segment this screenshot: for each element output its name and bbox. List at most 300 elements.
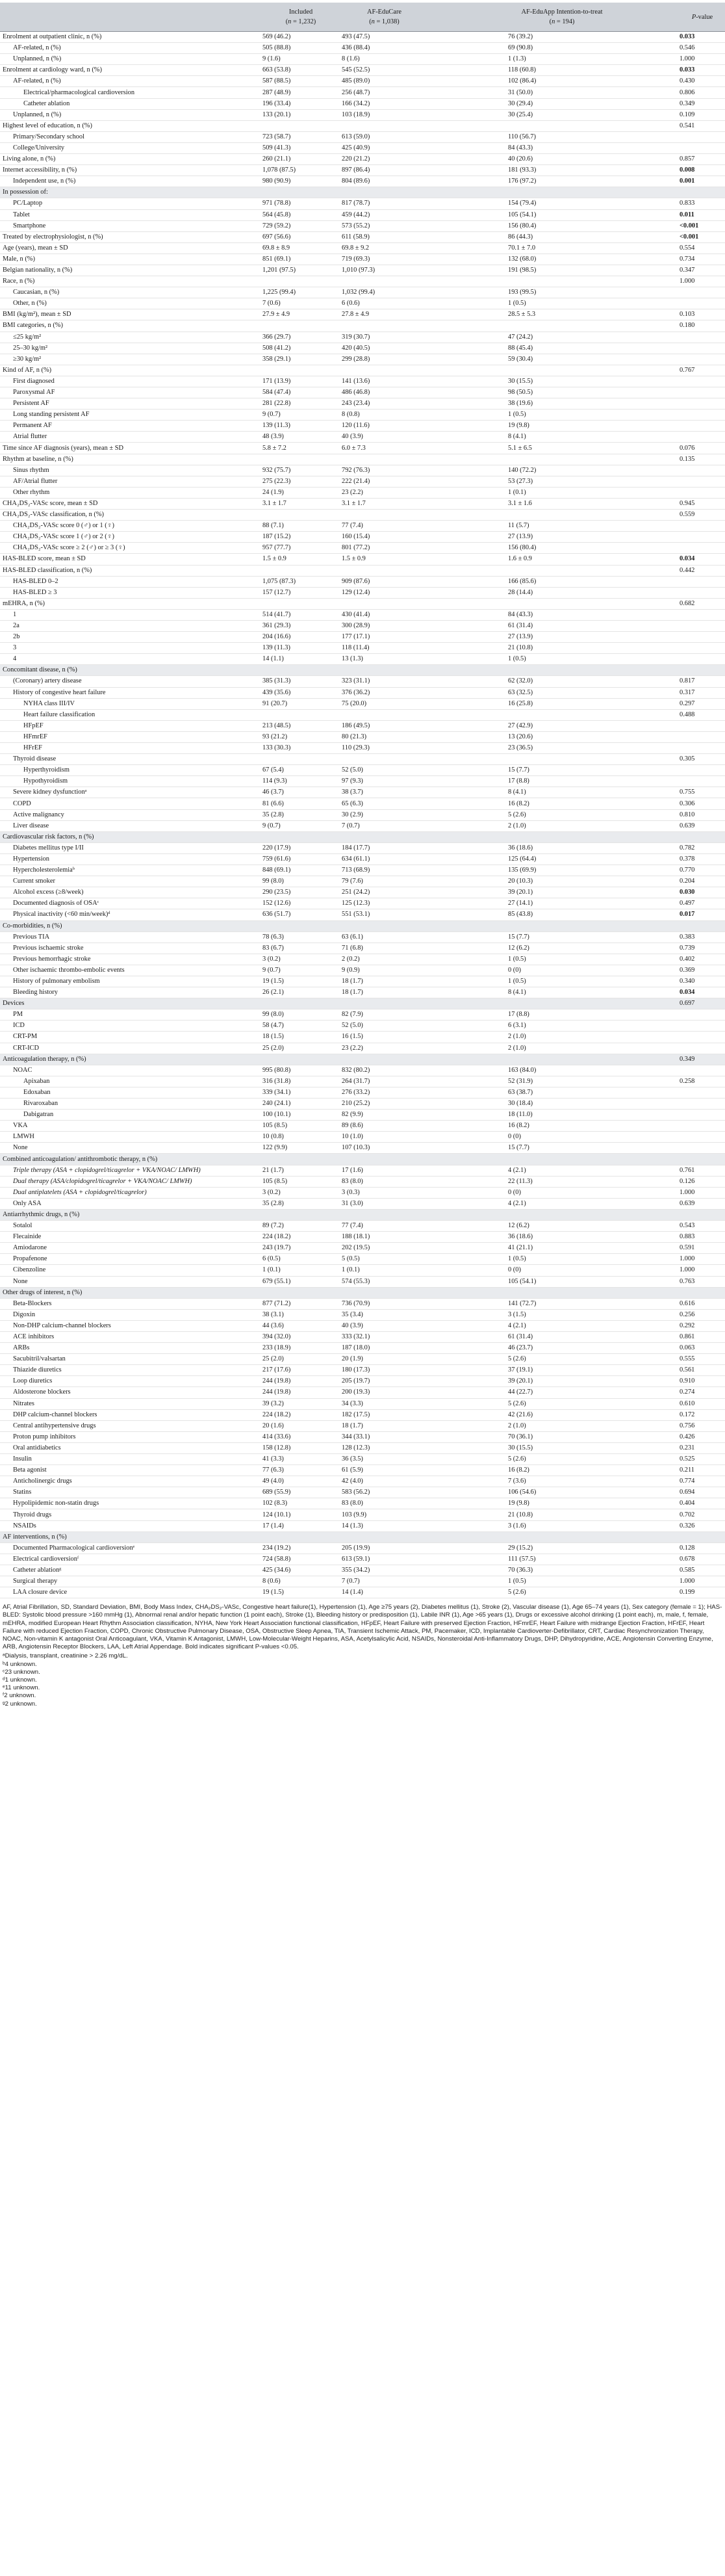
p-value-cell <box>680 398 725 410</box>
p-value-cell <box>680 1132 725 1143</box>
value-cell <box>616 1487 680 1498</box>
p-value-cell <box>680 1065 725 1076</box>
value-cell <box>260 920 342 931</box>
p-value-cell: 0.554 <box>680 242 725 254</box>
value-cell: 361 (29.3) <box>260 620 342 631</box>
row-label: Devices <box>0 998 260 1009</box>
value-cell <box>616 1110 680 1121</box>
value-cell: 5 (2.6) <box>508 809 616 820</box>
p-value-cell: 1.000 <box>680 276 725 287</box>
value-cell <box>616 987 680 998</box>
value-cell <box>508 565 616 576</box>
p-value-cell <box>680 421 725 432</box>
p-value-cell: 0.231 <box>680 1442 725 1453</box>
value-cell <box>616 1176 680 1187</box>
p-value-cell: 1.000 <box>680 54 725 65</box>
p-value-cell <box>680 776 725 787</box>
table-row <box>0 987 725 998</box>
row-label: Bleeding history <box>0 987 260 998</box>
value-cell <box>260 598 342 609</box>
row-label: HAS-BLED score, mean ± SD <box>0 554 260 565</box>
p-value-cell: 0.305 <box>680 754 725 765</box>
value-cell <box>508 187 616 198</box>
value-cell: 8 (0.6) <box>260 1576 342 1587</box>
p-value-cell: 0.833 <box>680 198 725 209</box>
p-value-cell: 0.030 <box>680 887 725 898</box>
table-row <box>0 1076 725 1087</box>
value-cell <box>427 487 508 498</box>
value-cell <box>260 831 342 842</box>
value-cell: 817 (78.7) <box>342 198 427 209</box>
value-cell <box>427 876 508 887</box>
value-cell: 29 (15.2) <box>508 1542 616 1554</box>
value-cell: 139 (11.3) <box>260 421 342 432</box>
value-cell <box>616 1365 680 1376</box>
value-cell: 184 (17.7) <box>342 842 427 853</box>
value-cell: 20 (1.6) <box>260 1420 342 1431</box>
value-cell <box>616 931 680 943</box>
value-cell <box>427 165 508 176</box>
value-cell: 70 (36.3) <box>508 1565 616 1576</box>
value-cell <box>427 1587 508 1598</box>
row-label: Propafenone <box>0 1254 260 1265</box>
value-cell: 425 (34.6) <box>260 1565 342 1576</box>
value-cell <box>427 731 508 742</box>
value-cell <box>427 1509 508 1520</box>
value-cell <box>427 909 508 920</box>
value-cell: 71 (6.8) <box>342 943 427 954</box>
p-value-cell: 0.326 <box>680 1520 725 1531</box>
footnote: ᵉ11 unknown. <box>3 1684 40 1692</box>
value-cell <box>427 510 508 521</box>
p-value-cell <box>680 1531 725 1542</box>
value-cell <box>427 554 508 565</box>
p-value-cell <box>680 432 725 443</box>
table-row <box>0 521 725 532</box>
footnote: ᶠ2 unknown. <box>3 1692 36 1700</box>
value-cell: 0 (0) <box>508 1132 616 1143</box>
value-cell: 719 (69.3) <box>342 254 427 265</box>
value-cell <box>616 576 680 587</box>
value-cell <box>427 587 508 598</box>
table-row <box>0 787 725 798</box>
value-cell: 355 (34.2) <box>342 1565 427 1576</box>
p-value-cell: 0.306 <box>680 798 725 809</box>
value-cell <box>427 920 508 931</box>
value-cell <box>427 543 508 554</box>
value-cell: 234 (19.2) <box>260 1542 342 1554</box>
row-label: Hypercholesterolemiaᵇ <box>0 865 260 876</box>
value-cell: 114 (9.3) <box>260 776 342 787</box>
value-cell <box>616 754 680 765</box>
value-cell: 20 (1.9) <box>342 1354 427 1365</box>
value-cell <box>616 1320 680 1331</box>
row-label: HFrEF <box>0 743 260 754</box>
value-cell: 5.8 ± 7.2 <box>260 443 342 454</box>
header-p-value: P-value <box>680 3 725 32</box>
value-cell: 256 (48.7) <box>342 87 427 98</box>
value-cell <box>427 1454 508 1465</box>
p-value-cell: 0.559 <box>680 510 725 521</box>
value-cell: 98 (50.5) <box>508 387 616 398</box>
table-row <box>0 1121 725 1132</box>
value-cell <box>616 76 680 87</box>
value-cell: 36 (18.6) <box>508 842 616 853</box>
value-cell <box>616 698 680 709</box>
value-cell: 220 (21.2) <box>342 154 427 165</box>
table-row <box>0 465 725 476</box>
p-value-cell: 0.525 <box>680 1454 725 1465</box>
value-cell <box>427 1021 508 1032</box>
value-cell: 5 (2.6) <box>508 1454 616 1465</box>
p-value-cell: 0.610 <box>680 1398 725 1409</box>
value-cell <box>342 920 427 931</box>
value-cell: 191 (98.5) <box>508 265 616 276</box>
value-cell <box>616 521 680 532</box>
table-row <box>0 131 725 142</box>
p-value-cell: 0.806 <box>680 87 725 98</box>
row-label: 2b <box>0 632 260 643</box>
value-cell: 1 (0.5) <box>508 410 616 421</box>
value-cell <box>616 254 680 265</box>
p-value-cell <box>680 720 725 731</box>
value-cell <box>616 720 680 731</box>
section-row <box>0 1287 725 1298</box>
p-value-cell: 0.404 <box>680 1498 725 1509</box>
row-label: 2a <box>0 620 260 631</box>
value-cell: 8 (4.1) <box>508 432 616 443</box>
value-cell: 17 (1.6) <box>342 1165 427 1176</box>
p-value-cell <box>680 1121 725 1132</box>
row-label: Long standing persistent AF <box>0 410 260 421</box>
value-cell: 61 (31.4) <box>508 1331 616 1342</box>
value-cell: 13 (1.3) <box>342 654 427 665</box>
row-label: Smartphone <box>0 220 260 231</box>
row-label: Severe kidney dysfunctionᵃ <box>0 787 260 798</box>
value-cell <box>260 565 342 576</box>
value-cell: 23 (36.5) <box>508 743 616 754</box>
value-cell <box>427 65 508 76</box>
value-cell <box>427 620 508 631</box>
value-cell <box>427 887 508 898</box>
row-label: CRT-PM <box>0 1032 260 1043</box>
p-value-cell: 0.639 <box>680 820 725 831</box>
value-cell <box>616 1076 680 1087</box>
value-cell: 30 (2.9) <box>342 809 427 820</box>
p-value-cell: 0.034 <box>680 554 725 565</box>
value-cell <box>427 1009 508 1021</box>
table-row <box>0 1420 725 1431</box>
value-cell <box>342 831 427 842</box>
value-cell: 420 (40.5) <box>342 343 427 354</box>
value-cell <box>616 443 680 454</box>
value-cell: 1 (0.1) <box>342 1265 427 1276</box>
value-cell <box>427 1254 508 1265</box>
value-cell <box>427 632 508 643</box>
row-label: mEHRA, n (%) <box>0 598 260 609</box>
value-cell <box>427 1309 508 1320</box>
value-cell <box>616 510 680 521</box>
table-row <box>0 1520 725 1531</box>
value-cell <box>427 1054 508 1065</box>
value-cell <box>260 320 342 332</box>
value-cell: 9 (0.7) <box>260 410 342 421</box>
row-label: Active malignancy <box>0 809 260 820</box>
value-cell <box>342 510 427 521</box>
table-row <box>0 309 725 320</box>
p-value-cell <box>680 1143 725 1154</box>
row-label: Other drugs of interest, n (%) <box>0 1287 260 1298</box>
value-cell: 1.5 ± 0.9 <box>260 554 342 565</box>
row-label: Flecainide <box>0 1232 260 1243</box>
p-value-cell: 0.426 <box>680 1431 725 1442</box>
row-label: Hyperthyroidism <box>0 765 260 776</box>
value-cell <box>427 421 508 432</box>
table-row <box>0 565 725 576</box>
row-label: Electrical/pharmacological cardioversion <box>0 87 260 98</box>
value-cell <box>427 1476 508 1487</box>
value-cell: 180 (17.3) <box>342 1365 427 1376</box>
value-cell <box>260 1154 342 1165</box>
value-cell: 23 (2.2) <box>342 487 427 498</box>
value-cell: 46 (23.7) <box>508 1343 616 1354</box>
footnote-list <box>3 1652 722 1708</box>
header-characteristic <box>0 3 260 32</box>
value-cell: 736 (70.9) <box>342 1298 427 1309</box>
value-cell <box>427 931 508 943</box>
value-cell <box>427 443 508 454</box>
value-cell: 430 (41.4) <box>342 609 427 620</box>
value-cell: 323 (31.1) <box>342 676 427 687</box>
table-row <box>0 1587 725 1598</box>
p-value-cell: 0.756 <box>680 1420 725 1431</box>
value-cell <box>616 532 680 543</box>
p-value-cell <box>680 1099 725 1110</box>
value-cell <box>616 1287 680 1298</box>
value-cell <box>616 665 680 676</box>
p-value-cell <box>680 465 725 476</box>
row-label: CHA₂DS₂-VASc score 0 (♂) or 1 (♀) <box>0 521 260 532</box>
value-cell: 125 (12.3) <box>342 898 427 909</box>
value-cell: 24 (1.9) <box>260 487 342 498</box>
value-cell <box>427 1343 508 1354</box>
table-row <box>0 1143 725 1154</box>
value-cell: 19 (1.5) <box>260 1587 342 1598</box>
value-cell <box>616 43 680 54</box>
value-cell: 8 (4.1) <box>508 987 616 998</box>
row-label: Liver disease <box>0 820 260 831</box>
p-value-cell <box>680 343 725 354</box>
row-label: HAS-BLED classification, n (%) <box>0 565 260 576</box>
value-cell: 16 (8.2) <box>508 798 616 809</box>
value-cell <box>616 187 680 198</box>
table-row <box>0 1331 725 1342</box>
value-cell: 17 (1.4) <box>260 1520 342 1531</box>
value-cell <box>427 1320 508 1331</box>
row-label: Catheter ablation <box>0 98 260 109</box>
p-value-cell <box>680 142 725 153</box>
row-label: Previous hemorrhagic stroke <box>0 954 260 965</box>
value-cell <box>427 276 508 287</box>
value-cell: 729 (59.2) <box>260 220 342 231</box>
value-cell: 1 (0.5) <box>508 654 616 665</box>
value-cell <box>427 1487 508 1498</box>
p-value-cell: 1.000 <box>680 1187 725 1198</box>
value-cell <box>260 1054 342 1065</box>
value-cell: 276 (33.2) <box>342 1087 427 1098</box>
table-row <box>0 798 725 809</box>
value-cell: 995 (80.8) <box>260 1065 342 1076</box>
value-cell <box>427 1043 508 1054</box>
value-cell <box>427 1542 508 1554</box>
value-cell: 122 (9.9) <box>260 1143 342 1154</box>
value-cell <box>427 654 508 665</box>
value-cell: 7 (0.6) <box>260 298 342 309</box>
value-cell: 84 (43.3) <box>508 142 616 153</box>
p-value-cell: 0.063 <box>680 1343 725 1354</box>
p-value-cell: 0.541 <box>680 120 725 131</box>
value-cell: 49 (4.0) <box>260 1476 342 1487</box>
table-row <box>0 620 725 631</box>
value-cell <box>616 198 680 209</box>
value-cell <box>616 432 680 443</box>
value-cell: 27.9 ± 4.9 <box>260 309 342 320</box>
row-label: Proton pump inhibitors <box>0 1431 260 1442</box>
value-cell <box>427 1121 508 1132</box>
table-row <box>0 842 725 853</box>
value-cell <box>427 1365 508 1376</box>
row-label: Hypolipidemic non-statin drugs <box>0 1498 260 1509</box>
value-cell: 244 (19.8) <box>260 1387 342 1398</box>
value-cell <box>427 943 508 954</box>
row-label: Surgical therapy <box>0 1576 260 1587</box>
value-cell <box>616 1021 680 1032</box>
section-row <box>0 1209 725 1220</box>
row-label: Oral antidiabetics <box>0 1442 260 1453</box>
table-row <box>0 1487 725 1498</box>
value-cell: 224 (18.2) <box>260 1409 342 1420</box>
value-cell: 196 (33.4) <box>260 98 342 109</box>
value-cell: 65 (6.3) <box>342 798 427 809</box>
value-cell: 84 (43.3) <box>508 609 616 620</box>
value-cell <box>427 187 508 198</box>
value-cell <box>616 320 680 332</box>
value-cell: 848 (69.1) <box>260 865 342 876</box>
table-row <box>0 1232 725 1243</box>
value-cell <box>616 109 680 120</box>
value-cell <box>616 421 680 432</box>
value-cell: 697 (56.6) <box>260 231 342 242</box>
table-row <box>0 976 725 987</box>
row-label: Thyroid drugs <box>0 1509 260 1520</box>
value-cell <box>616 1398 680 1409</box>
value-cell: 18 (1.5) <box>260 1032 342 1043</box>
table-row <box>0 1254 725 1265</box>
value-cell: 160 (15.4) <box>342 532 427 543</box>
p-value-cell <box>680 521 725 532</box>
row-label: Co-morbidities, n (%) <box>0 920 260 931</box>
table-row <box>0 887 725 898</box>
table-row <box>0 1276 725 1287</box>
value-cell <box>427 709 508 720</box>
value-cell: 120 (11.6) <box>342 421 427 432</box>
value-cell <box>427 1354 508 1365</box>
value-cell: 27 (42.9) <box>508 720 616 731</box>
value-cell <box>616 1420 680 1431</box>
table-row <box>0 632 725 643</box>
value-cell <box>427 665 508 676</box>
table-row <box>0 109 725 120</box>
value-cell: 30 (18.4) <box>508 1099 616 1110</box>
value-cell <box>427 1420 508 1431</box>
value-cell: 2 (1.0) <box>508 1032 616 1043</box>
value-cell: 18 (1.7) <box>342 987 427 998</box>
value-cell: 157 (12.7) <box>260 587 342 598</box>
value-cell: 105 (8.5) <box>260 1121 342 1132</box>
p-value-cell: 0.103 <box>680 309 725 320</box>
row-label: ARBs <box>0 1343 260 1354</box>
table-row <box>0 1576 725 1587</box>
p-value-cell <box>680 298 725 309</box>
value-cell <box>616 332 680 343</box>
p-value-cell <box>680 287 725 298</box>
value-cell: 1,078 (87.5) <box>260 165 342 176</box>
value-cell <box>616 454 680 465</box>
value-cell <box>508 120 616 131</box>
table-row <box>0 709 725 720</box>
value-cell <box>427 842 508 853</box>
value-cell: 15 (7.7) <box>508 931 616 943</box>
value-cell: 21 (1.7) <box>260 1165 342 1176</box>
value-cell: 551 (53.1) <box>342 909 427 920</box>
table-row <box>0 387 725 398</box>
value-cell <box>616 887 680 898</box>
table-row <box>0 587 725 598</box>
value-cell <box>616 1343 680 1354</box>
value-cell <box>616 1099 680 1110</box>
value-cell: 111 (57.5) <box>508 1554 616 1565</box>
p-value-cell <box>680 1032 725 1043</box>
header-af-educare: AF-EduCare (n = 1,038) <box>342 3 427 32</box>
table-row <box>0 1087 725 1098</box>
value-cell <box>616 376 680 387</box>
table-row <box>0 398 725 410</box>
value-cell <box>616 1232 680 1243</box>
value-cell <box>427 765 508 776</box>
value-cell: 0 (0) <box>508 1187 616 1198</box>
value-cell: 31 (50.0) <box>508 87 616 98</box>
value-cell <box>427 1531 508 1542</box>
value-cell: 564 (45.8) <box>260 209 342 220</box>
value-cell <box>616 598 680 609</box>
value-cell: 91 (20.7) <box>260 698 342 709</box>
table-row <box>0 1376 725 1387</box>
value-cell: 105 (54.1) <box>508 1276 616 1287</box>
table-row <box>0 754 725 765</box>
value-cell: 99 (8.0) <box>260 1009 342 1021</box>
value-cell: 514 (41.7) <box>260 609 342 620</box>
value-cell: 35 (3.4) <box>342 1309 427 1320</box>
value-cell <box>427 898 508 909</box>
value-cell <box>427 643 508 654</box>
value-cell: 9 (0.7) <box>260 820 342 831</box>
table-row <box>0 1554 725 1565</box>
value-cell <box>616 476 680 487</box>
row-label: Current smoker <box>0 876 260 887</box>
value-cell: 88 (7.1) <box>260 521 342 532</box>
section-row <box>0 831 725 842</box>
value-cell <box>616 1565 680 1576</box>
